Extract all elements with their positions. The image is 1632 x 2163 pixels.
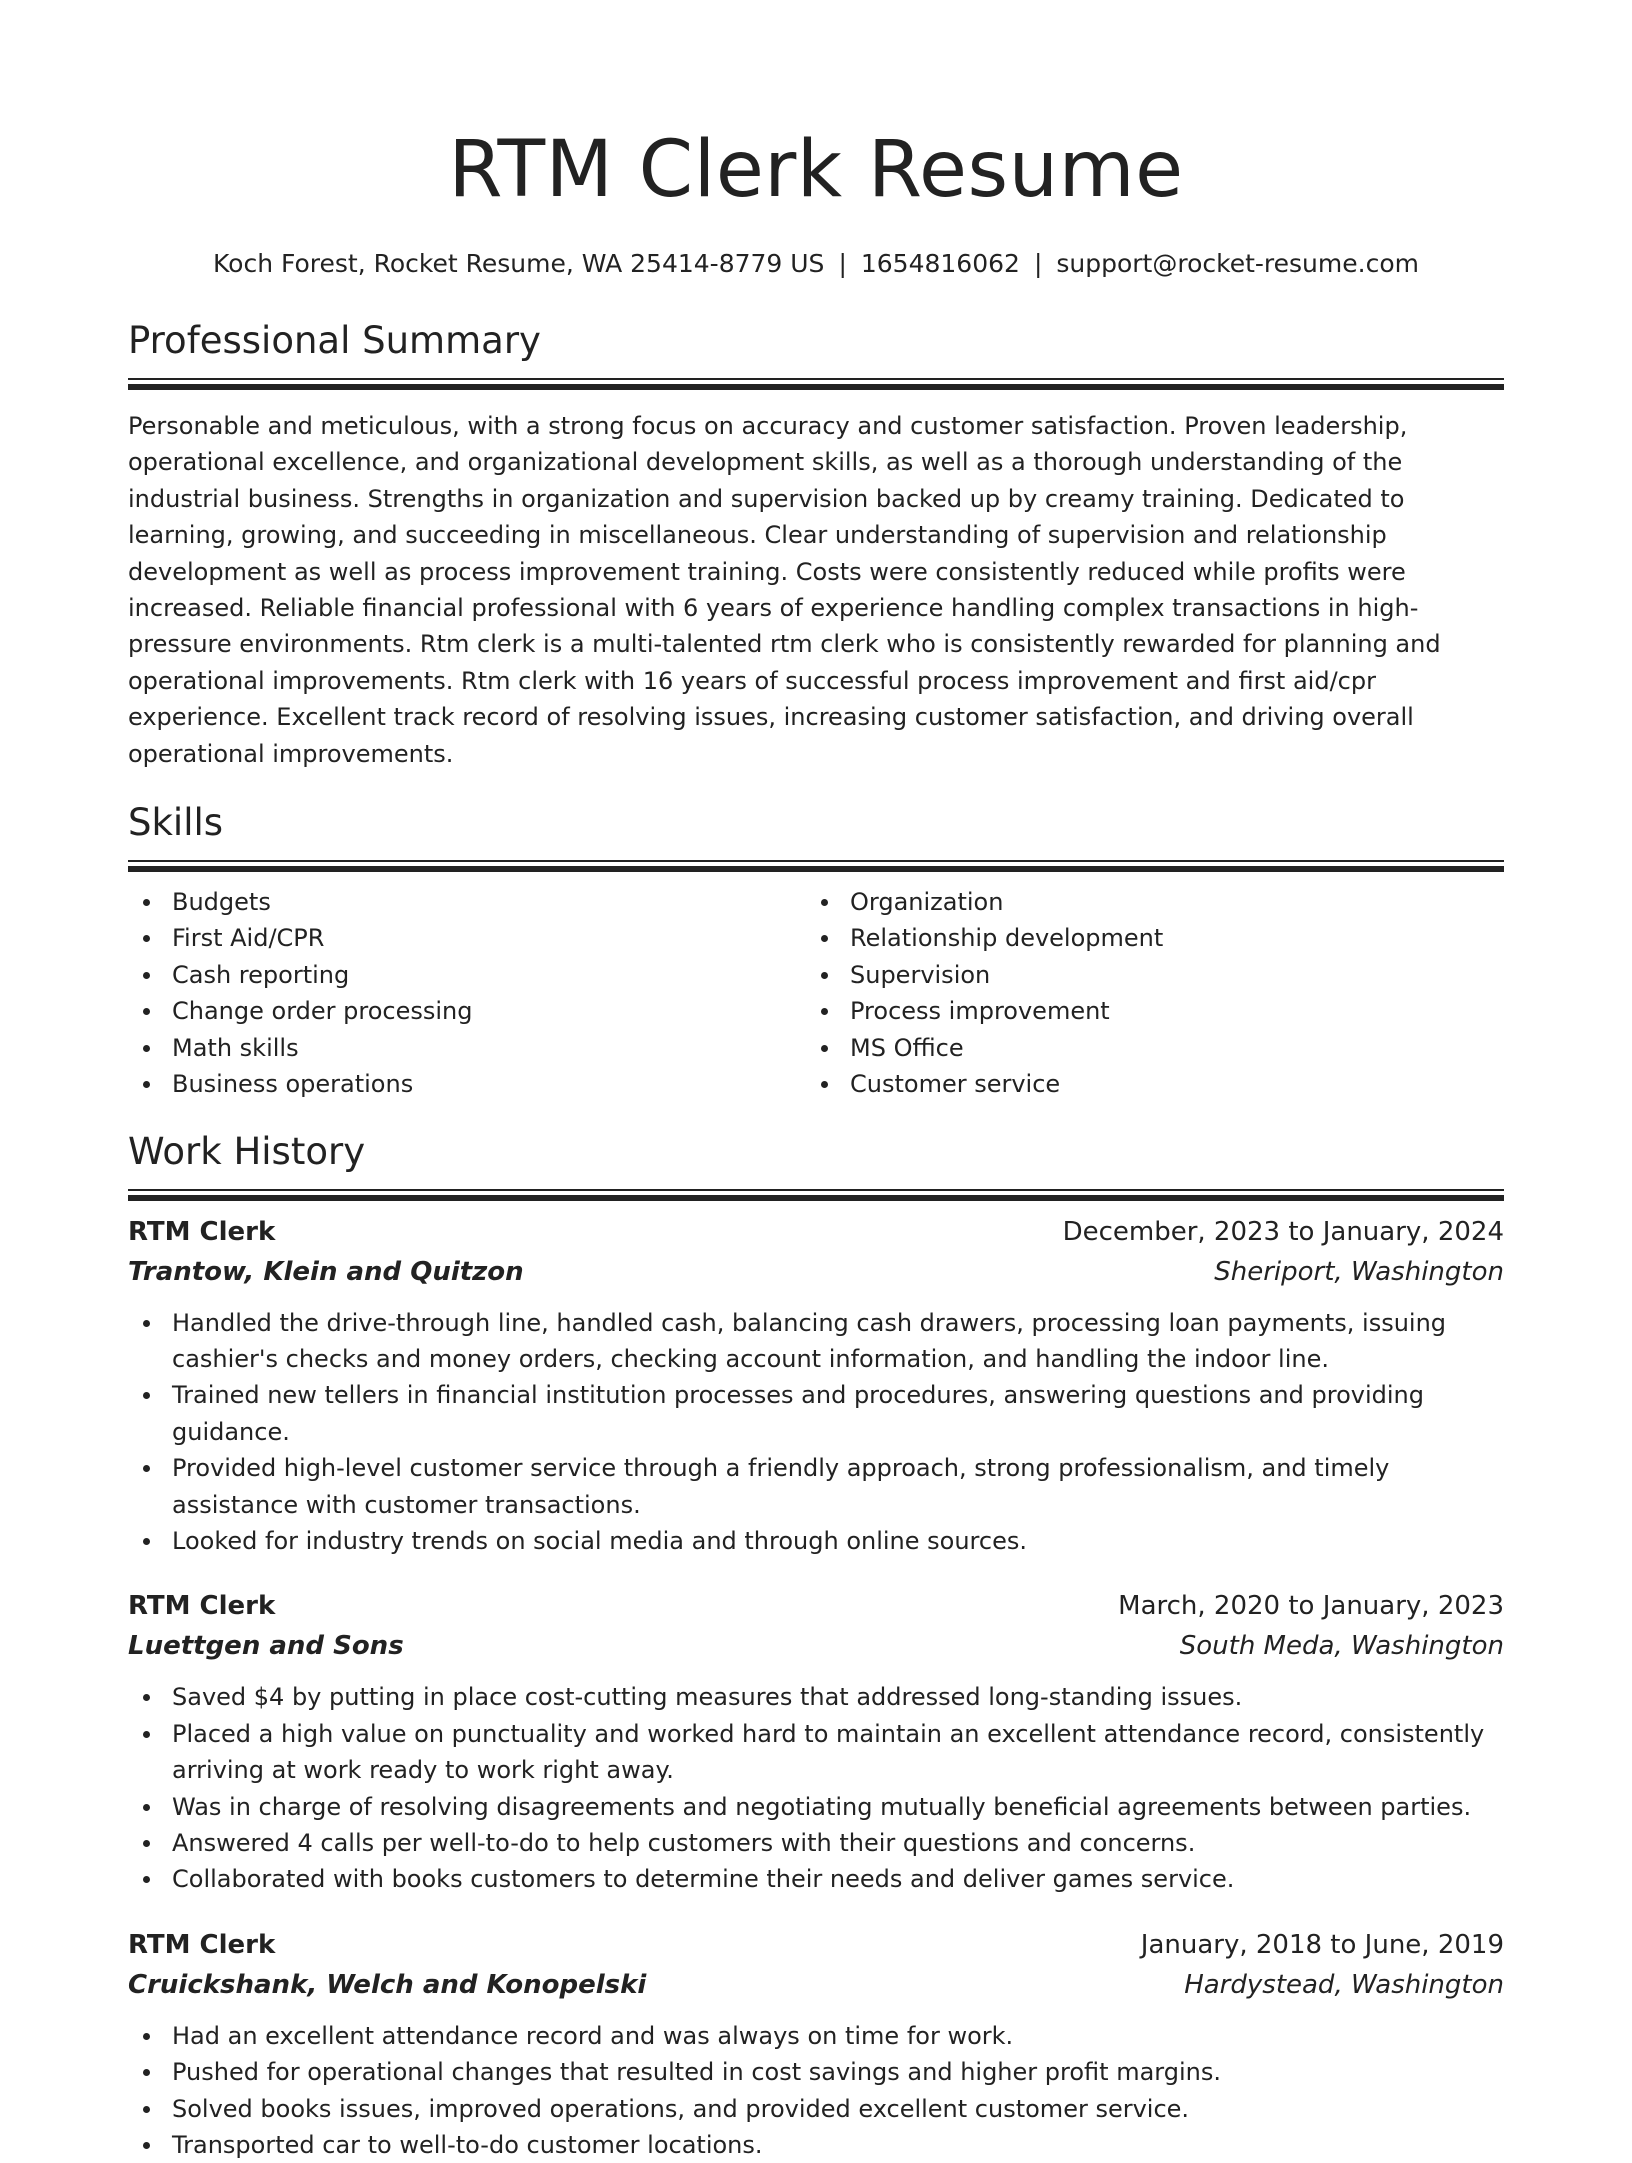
work-history-section — [128, 1129, 1504, 2163]
contact-separator: | — [1034, 249, 1042, 278]
job-header-row — [128, 1587, 1504, 1625]
resume-title: RTM Clerk Resume — [128, 0, 1504, 216]
job-duty: Trained new tellers in financial institution processes and procedures, answering questions and providing guidance. — [128, 1377, 1504, 1450]
job-duties — [128, 1679, 1504, 1897]
job-dates: March, 2020 to January, 2023 — [1118, 1587, 1504, 1625]
section-divider — [128, 378, 1504, 380]
job-location: Sheriport, Washington — [1214, 1253, 1504, 1291]
contact-email: support@rocket-resume.com — [1056, 249, 1419, 278]
job-header-row — [128, 1213, 1504, 1251]
job-duty: Saved $4 by putting in place cost-cutting measures that addressed long-standing issues. — [128, 1679, 1504, 1715]
skill-item: Organization — [806, 884, 1484, 920]
job-duty: Collaborated with books customers to determine their needs and deliver games service. — [128, 1861, 1504, 1897]
job-duty: Transported car to well-to-do customer locations. — [128, 2127, 1504, 2163]
summary-text: Personable and meticulous, with a strong focus on accuracy and customer satisfaction. Proven leadership, operational excellence, and organizational development skills, as well as a thorough understanding of the industrial business. Strengths in organization and supervision backed up by creamy training. Dedicated to learning, growing, and succeeding in miscellaneous. Clear understanding of supervision and relationship development as well as process improvement training. Costs were consistently reduced while profits were increased. Reliable financial professional with 6 years of experience handling complex transactions in high-pressure environments. Rtm clerk is a multi-talented rtm clerk who is consistently rewarded for planning and operational improvements. Rtm clerk with 16 years of successful process improvement and first aid/cpr experience. Excellent track record of resolving issues, increasing customer satisfaction, and driving overall operational improvements. — [128, 408, 1504, 772]
skill-item: Process improvement — [806, 993, 1484, 1029]
section-divider — [128, 1189, 1504, 1191]
job-title: RTM Clerk — [128, 1587, 275, 1625]
skill-item: First Aid/CPR — [128, 920, 806, 956]
skill-item: Customer service — [806, 1066, 1484, 1102]
job-title: RTM Clerk — [128, 1926, 275, 1964]
job-title: RTM Clerk — [128, 1213, 275, 1251]
job-duties — [128, 2018, 1504, 2163]
job-company: Luettgen and Sons — [128, 1627, 404, 1665]
contact-line — [128, 248, 1504, 280]
job-company: Trantow, Klein and Quitzon — [128, 1253, 524, 1291]
skill-item: Relationship development — [806, 920, 1484, 956]
section-heading-work-history: Work History — [128, 1129, 1504, 1175]
section-divider — [128, 860, 1504, 862]
skills-section — [128, 800, 1504, 1102]
job-dates: January, 2018 to June, 2019 — [1141, 1926, 1504, 1964]
job-duties — [128, 1305, 1504, 1560]
job-company-row — [128, 1966, 1504, 2004]
job-duty: Provided high-level customer service through a friendly approach, strong professionalism, and timely assistance with customer transactions. — [128, 1450, 1504, 1523]
skill-item: Math skills — [128, 1030, 806, 1066]
skill-item: Budgets — [128, 884, 806, 920]
job-duty: Had an excellent attendance record and was always on time for work. — [128, 2018, 1504, 2054]
contact-phone: 1654816062 — [861, 249, 1020, 278]
job-dates: December, 2023 to January, 2024 — [1063, 1213, 1504, 1251]
skills-column-left — [128, 884, 806, 1102]
job-location: South Meda, Washington — [1180, 1627, 1504, 1665]
job-duty: Was in charge of resolving disagreements and negotiating mutually beneficial agreements between parties. — [128, 1789, 1504, 1825]
job-duty: Handled the drive-through line, handled cash, balancing cash drawers, processing loan payments, issuing cashier's checks and money orders, checking account information, and handling the indoor line. — [128, 1305, 1504, 1378]
job-duty: Solved books issues, improved operations, and provided excellent customer service. — [128, 2091, 1504, 2127]
skill-item: Supervision — [806, 957, 1484, 993]
job-duty: Answered 4 calls per well-to-do to help customers with their questions and concerns. — [128, 1825, 1504, 1861]
skills-column-right — [806, 884, 1484, 1102]
job-header-row — [128, 1926, 1504, 1964]
skills-columns — [128, 884, 1504, 1102]
job-duty: Pushed for operational changes that resulted in cost savings and higher profit margins. — [128, 2054, 1504, 2090]
job-duty: Placed a high value on punctuality and worked hard to maintain an excellent attendance record, consistently arriving at work ready to work right away. — [128, 1716, 1504, 1789]
skill-item: Cash reporting — [128, 957, 806, 993]
job-location: Hardystead, Washington — [1184, 1966, 1504, 2004]
contact-separator: | — [838, 249, 846, 278]
job-company-row — [128, 1627, 1504, 1665]
job-entry — [128, 1213, 1504, 1560]
skill-item: Business operations — [128, 1066, 806, 1102]
skill-item: MS Office — [806, 1030, 1484, 1066]
job-entry — [128, 1587, 1504, 1897]
summary-section — [128, 318, 1504, 772]
job-company: Cruickshank, Welch and Konopelski — [128, 1966, 646, 2004]
section-heading-summary: Professional Summary — [128, 318, 1504, 364]
contact-address: Koch Forest, Rocket Resume, WA 25414-8779 US — [213, 249, 824, 278]
skill-item: Change order processing — [128, 993, 806, 1029]
job-duty: Looked for industry trends on social media and through online sources. — [128, 1523, 1504, 1559]
section-heading-skills: Skills — [128, 800, 1504, 846]
job-company-row — [128, 1253, 1504, 1291]
job-entry — [128, 1926, 1504, 2163]
